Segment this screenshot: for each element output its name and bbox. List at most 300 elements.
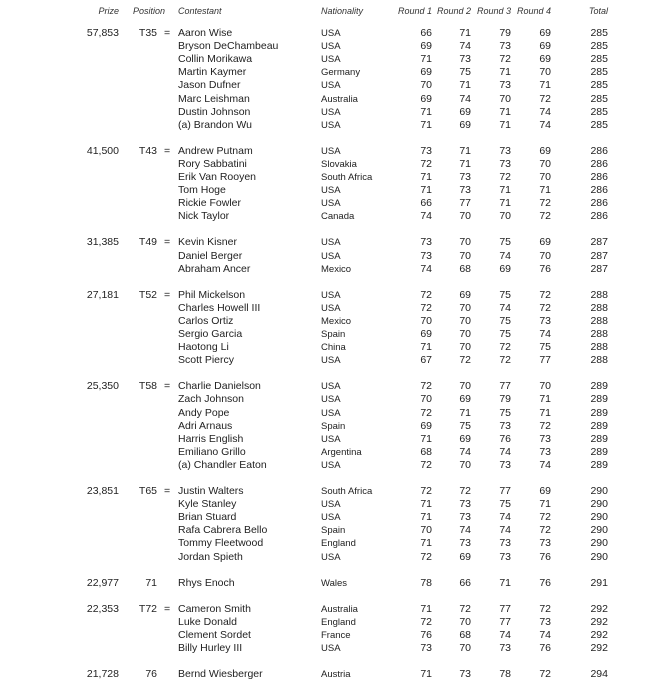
round1-cell: 67	[420, 354, 432, 367]
round1-cell: 74	[420, 262, 432, 275]
table-row	[0, 498, 671, 511]
total-cell: 288	[590, 328, 608, 340]
tie-marker: =	[164, 144, 171, 157]
round4-cell: 73	[539, 432, 551, 445]
nationality-cell: USA	[321, 407, 341, 419]
round3-cell: 74	[499, 249, 511, 262]
table-row	[0, 145, 671, 158]
round3-cell: 74	[499, 445, 511, 458]
round4-cell: 73	[539, 615, 551, 628]
total-cell: 286	[590, 197, 608, 210]
total-cell: 285	[590, 105, 608, 118]
nationality-cell: Slovakia	[321, 158, 357, 170]
table-row	[0, 446, 671, 459]
total-cell: 290	[590, 524, 608, 537]
round4-cell: 76	[539, 642, 551, 654]
round2-cell: 73	[459, 184, 471, 197]
round2-cell: 70	[459, 328, 471, 340]
contestant-cell: Clement Sordet	[178, 628, 251, 641]
contestant-cell: Aaron Wise	[178, 27, 233, 39]
round4-cell: 69	[539, 236, 551, 249]
round2-cell: 70	[459, 210, 471, 223]
round4-cell: 72	[539, 602, 551, 615]
position-cell: T52	[138, 288, 157, 301]
round3-cell: 78	[499, 668, 511, 681]
contestant-cell: Abraham Ancer	[178, 262, 251, 275]
round1-cell: 70	[420, 393, 432, 406]
round1-cell: 71	[420, 171, 432, 183]
round3-cell: 75	[499, 328, 511, 340]
round3-cell: 72	[499, 53, 511, 66]
contestant-cell: Rafa Cabrera Bello	[178, 524, 268, 537]
round2-cell: 70	[459, 642, 471, 654]
nationality-cell: China	[321, 342, 346, 354]
total-cell: 289	[590, 393, 608, 406]
round1-cell: 66	[420, 197, 432, 210]
table-row	[0, 79, 671, 92]
table-row	[0, 106, 671, 119]
header-round4: Round 4	[516, 6, 551, 16]
round3-cell: 75	[499, 314, 511, 327]
round1-cell: 69	[420, 328, 432, 340]
contestant-cell: Brian Stuard	[178, 511, 237, 524]
round4-cell: 72	[539, 92, 551, 105]
round2-cell: 70	[459, 236, 471, 249]
round4-cell: 76	[539, 262, 551, 275]
round4-cell: 71	[539, 498, 551, 511]
round2-cell: 72	[459, 354, 471, 367]
round4-cell: 70	[539, 66, 551, 79]
round3-cell: 71	[499, 576, 511, 589]
nationality-cell: USA	[321, 54, 341, 66]
round1-cell: 73	[420, 249, 432, 262]
round1-cell: 71	[420, 498, 432, 511]
round3-cell: 79	[499, 393, 511, 406]
nationality-cell: Spain	[321, 525, 346, 537]
total-cell: 288	[590, 301, 608, 314]
total-cell: 285	[590, 118, 608, 131]
table-row	[0, 93, 671, 106]
table-row	[0, 171, 671, 184]
round3-cell: 73	[499, 79, 511, 92]
total-cell: 286	[590, 157, 608, 170]
total-cell: 289	[590, 406, 608, 419]
round4-cell: 74	[539, 628, 551, 641]
round1-cell: 69	[420, 66, 432, 79]
round2-cell: 75	[459, 66, 471, 79]
table-row	[0, 616, 671, 629]
round2-cell: 73	[459, 668, 471, 681]
round1-cell: 71	[420, 184, 432, 197]
round4-cell: 73	[539, 445, 551, 458]
total-cell: 288	[590, 288, 608, 301]
total-cell: 286	[590, 184, 608, 197]
round3-cell: 79	[499, 27, 511, 39]
round3-cell: 73	[499, 537, 511, 550]
round1-cell: 72	[420, 406, 432, 419]
table-row	[0, 420, 671, 433]
round3-cell: 71	[499, 118, 511, 131]
round2-cell: 74	[459, 92, 471, 105]
round3-cell: 69	[499, 262, 511, 275]
round2-cell: 69	[459, 393, 471, 406]
position-cell: 71	[145, 576, 157, 589]
table-row	[0, 66, 671, 79]
round4-cell: 70	[539, 157, 551, 170]
tie-marker: =	[164, 236, 171, 249]
nationality-cell: Australia	[321, 603, 358, 615]
contestant-cell: Charlie Danielson	[178, 380, 261, 393]
prize-cell: 57,853	[86, 27, 119, 39]
total-cell: 290	[590, 550, 608, 563]
table-row	[0, 668, 671, 681]
round3-cell: 77	[499, 615, 511, 628]
round2-cell: 70	[459, 615, 471, 628]
nationality-cell: England	[321, 616, 356, 628]
table-row	[0, 302, 671, 315]
round2-cell: 71	[459, 406, 471, 419]
total-cell: 287	[590, 236, 608, 249]
round4-cell: 69	[539, 27, 551, 39]
header-total: Total	[588, 6, 608, 16]
round4-cell: 69	[539, 40, 551, 53]
round1-cell: 73	[420, 236, 432, 249]
total-cell: 292	[590, 615, 608, 628]
round2-cell: 70	[459, 301, 471, 314]
nationality-cell: Mexico	[321, 263, 352, 275]
round4-cell: 72	[539, 668, 551, 681]
nationality-cell: Argentina	[321, 446, 362, 458]
nationality-cell: Wales	[321, 577, 348, 589]
round2-cell: 73	[459, 537, 471, 550]
round1-cell: 72	[420, 615, 432, 628]
round3-cell: 74	[499, 524, 511, 537]
total-cell: 288	[590, 341, 608, 354]
nationality-cell: France	[321, 629, 351, 641]
round3-cell: 74	[499, 301, 511, 314]
table-row	[0, 197, 671, 210]
nationality-cell: Germany	[321, 67, 361, 79]
round1-cell: 71	[420, 537, 432, 550]
total-cell: 287	[590, 262, 608, 275]
contestant-cell: Zach Johnson	[178, 393, 244, 406]
round3-cell: 71	[499, 184, 511, 197]
position-cell: T35	[138, 27, 157, 39]
round1-cell: 71	[420, 53, 432, 66]
round1-cell: 72	[420, 380, 432, 393]
table-row	[0, 210, 671, 223]
round2-cell: 69	[459, 432, 471, 445]
contestant-cell: Rickie Fowler	[178, 197, 242, 210]
contestant-cell: Phil Mickelson	[178, 288, 246, 301]
round4-cell: 73	[539, 314, 551, 327]
round4-cell: 71	[539, 79, 551, 92]
contestant-cell: Andrew Putnam	[178, 144, 253, 157]
position-cell: T65	[138, 485, 157, 497]
contestant-cell: Charles Howell III	[178, 301, 261, 314]
nationality-cell: USA	[321, 145, 341, 157]
round2-cell: 73	[459, 498, 471, 511]
contestant-cell: Jordan Spieth	[178, 550, 243, 563]
round1-cell: 68	[420, 445, 432, 458]
position-cell: T49	[138, 236, 157, 249]
round2-cell: 72	[459, 602, 471, 615]
prize-cell: 23,851	[86, 485, 119, 497]
contestant-cell: Billy Hurley III	[178, 642, 243, 654]
prize-cell: 27,181	[86, 288, 119, 301]
round3-cell: 73	[499, 419, 511, 432]
round3-cell: 73	[499, 40, 511, 53]
table-row	[0, 393, 671, 406]
total-cell: 292	[590, 628, 608, 641]
total-cell: 292	[590, 602, 608, 615]
table-row	[0, 27, 671, 40]
contestant-cell: Collin Morikawa	[178, 53, 253, 66]
nationality-cell: South Africa	[321, 486, 373, 497]
round2-cell: 68	[459, 262, 471, 275]
nationality-cell: Spain	[321, 329, 346, 340]
nationality-cell: Austria	[321, 669, 351, 681]
prize-cell: 22,977	[86, 576, 119, 589]
nationality-cell: USA	[321, 459, 341, 471]
round3-cell: 75	[499, 288, 511, 301]
round1-cell: 69	[420, 40, 432, 53]
nationality-cell: USA	[321, 106, 341, 118]
round3-cell: 75	[499, 498, 511, 511]
tie-marker: =	[164, 602, 171, 615]
round1-cell: 72	[420, 485, 432, 497]
contestant-cell: Sergio Garcia	[178, 328, 243, 340]
round4-cell: 74	[539, 458, 551, 471]
contestant-cell: Nick Taylor	[178, 210, 230, 223]
contestant-cell: Carlos Ortiz	[178, 314, 234, 327]
round4-cell: 72	[539, 288, 551, 301]
round3-cell: 77	[499, 485, 511, 497]
contestant-cell: Kevin Kisner	[178, 236, 237, 249]
round1-cell: 70	[420, 524, 432, 537]
header-contestant: Contestant	[178, 6, 222, 16]
table-row	[0, 577, 671, 590]
round3-cell: 77	[499, 380, 511, 393]
total-cell: 285	[590, 92, 608, 105]
round4-cell: 73	[539, 537, 551, 550]
header-round3: Round 3	[476, 6, 511, 16]
nationality-cell: USA	[321, 551, 341, 563]
table-row	[0, 119, 671, 132]
round2-cell: 70	[459, 314, 471, 327]
tie-marker: =	[164, 485, 171, 497]
round3-cell: 73	[499, 157, 511, 170]
round3-cell: 70	[499, 210, 511, 223]
nationality-cell: Canada	[321, 211, 355, 223]
round1-cell: 71	[420, 341, 432, 354]
round4-cell: 75	[539, 341, 551, 354]
table-row	[0, 485, 671, 498]
round4-cell: 72	[539, 419, 551, 432]
round3-cell: 71	[499, 105, 511, 118]
round4-cell: 72	[539, 511, 551, 524]
round3-cell: 72	[499, 171, 511, 183]
table-row	[0, 537, 671, 550]
round1-cell: 71	[420, 118, 432, 131]
round1-cell: 72	[420, 550, 432, 563]
nationality-cell: USA	[321, 289, 341, 301]
total-cell: 289	[590, 458, 608, 471]
round3-cell: 73	[499, 642, 511, 654]
round4-cell: 72	[539, 197, 551, 210]
table-row	[0, 53, 671, 66]
position-cell: T72	[138, 602, 157, 615]
total-cell: 287	[590, 249, 608, 262]
prize-cell: 31,385	[86, 236, 119, 249]
header-nationality: Nationality	[321, 6, 364, 16]
prize-cell: 22,353	[86, 602, 119, 615]
prize-cell: 21,728	[86, 668, 119, 681]
nationality-cell: USA	[321, 355, 341, 367]
round3-cell: 73	[499, 144, 511, 157]
table-row	[0, 642, 671, 655]
nationality-cell: Mexico	[321, 315, 352, 327]
table-row	[0, 184, 671, 197]
round2-cell: 69	[459, 550, 471, 563]
total-cell: 285	[590, 27, 608, 39]
round4-cell: 74	[539, 328, 551, 340]
round2-cell: 74	[459, 40, 471, 53]
table-row	[0, 328, 671, 341]
round3-cell: 71	[499, 197, 511, 210]
nationality-cell: Australia	[321, 93, 358, 105]
nationality-cell: USA	[321, 28, 341, 39]
contestant-cell: Jason Dufner	[178, 79, 241, 92]
round3-cell: 77	[499, 602, 511, 615]
position-cell: 76	[145, 668, 157, 681]
round4-cell: 72	[539, 210, 551, 223]
round3-cell: 73	[499, 550, 511, 563]
nationality-cell: USA	[321, 250, 341, 262]
nationality-cell: USA	[321, 119, 341, 131]
round1-cell: 70	[420, 79, 432, 92]
round2-cell: 70	[459, 249, 471, 262]
round4-cell: 74	[539, 105, 551, 118]
round2-cell: 77	[459, 197, 471, 210]
round4-cell: 72	[539, 524, 551, 537]
round4-cell: 74	[539, 118, 551, 131]
contestant-cell: Kyle Stanley	[178, 498, 237, 511]
total-cell: 285	[590, 53, 608, 66]
contestant-cell: Andy Pope	[178, 406, 230, 419]
round1-cell: 71	[420, 511, 432, 524]
round1-cell: 76	[420, 628, 432, 641]
round3-cell: 76	[499, 432, 511, 445]
round1-cell: 66	[420, 27, 432, 39]
contestant-cell: Rory Sabbatini	[178, 157, 247, 170]
total-cell: 289	[590, 432, 608, 445]
round2-cell: 69	[459, 288, 471, 301]
contestant-cell: Martin Kaymer	[178, 66, 247, 79]
total-cell: 289	[590, 380, 608, 393]
total-cell: 286	[590, 171, 608, 183]
tie-marker: =	[164, 288, 171, 301]
table-row	[0, 524, 671, 537]
position-cell: T58	[138, 380, 157, 393]
prize-cell: 25,350	[86, 380, 119, 393]
round2-cell: 71	[459, 144, 471, 157]
total-cell: 288	[590, 354, 608, 367]
round4-cell: 72	[539, 301, 551, 314]
total-cell: 291	[590, 576, 608, 589]
total-cell: 285	[590, 40, 608, 53]
table-row	[0, 250, 671, 263]
nationality-cell: USA	[321, 394, 341, 406]
contestant-cell: Dustin Johnson	[178, 105, 251, 118]
total-cell: 290	[590, 485, 608, 497]
total-cell: 290	[590, 511, 608, 524]
round3-cell: 70	[499, 92, 511, 105]
header-round1: Round 1	[397, 6, 432, 16]
nationality-cell: South Africa	[321, 172, 373, 183]
round2-cell: 69	[459, 105, 471, 118]
contestant-cell: Harris English	[178, 432, 244, 445]
round3-cell: 75	[499, 236, 511, 249]
round3-cell: 72	[499, 354, 511, 367]
round1-cell: 70	[420, 314, 432, 327]
round1-cell: 73	[420, 642, 432, 654]
total-cell: 286	[590, 144, 608, 157]
tie-marker: =	[164, 27, 171, 39]
round3-cell: 72	[499, 341, 511, 354]
round3-cell: 73	[499, 458, 511, 471]
table-row	[0, 433, 671, 446]
table-row	[0, 315, 671, 328]
round4-cell: 71	[539, 406, 551, 419]
total-cell: 292	[590, 642, 608, 654]
table-row	[0, 263, 671, 276]
round1-cell: 72	[420, 301, 432, 314]
prize-cell: 41,500	[86, 144, 119, 157]
contestant-cell: Tom Hoge	[178, 184, 226, 197]
round2-cell: 73	[459, 53, 471, 66]
round4-cell: 71	[539, 393, 551, 406]
table-row	[0, 354, 671, 367]
contestant-cell: Erik Van Rooyen	[178, 171, 257, 183]
round1-cell: 71	[420, 602, 432, 615]
contestant-cell: Adri Arnaus	[178, 419, 233, 432]
round4-cell: 69	[539, 53, 551, 66]
round2-cell: 68	[459, 628, 471, 641]
contestant-cell: Haotong Li	[178, 341, 229, 354]
round3-cell: 74	[499, 628, 511, 641]
round3-cell: 71	[499, 66, 511, 79]
table-row	[0, 40, 671, 53]
round2-cell: 73	[459, 511, 471, 524]
contestant-cell: Marc Leishman	[178, 92, 250, 105]
table-row	[0, 380, 671, 393]
round2-cell: 75	[459, 419, 471, 432]
header-round2: Round 2	[436, 6, 471, 16]
nationality-cell: England	[321, 538, 356, 550]
total-cell: 290	[590, 537, 608, 550]
round4-cell: 69	[539, 144, 551, 157]
nationality-cell: USA	[321, 302, 341, 314]
round1-cell: 72	[420, 458, 432, 471]
contestant-cell: Tommy Fleetwood	[178, 537, 264, 550]
table-row	[0, 236, 671, 249]
position-cell: T43	[138, 144, 157, 157]
total-cell: 294	[590, 668, 608, 681]
round2-cell: 71	[459, 157, 471, 170]
round1-cell: 72	[420, 288, 432, 301]
total-cell: 290	[590, 498, 608, 511]
